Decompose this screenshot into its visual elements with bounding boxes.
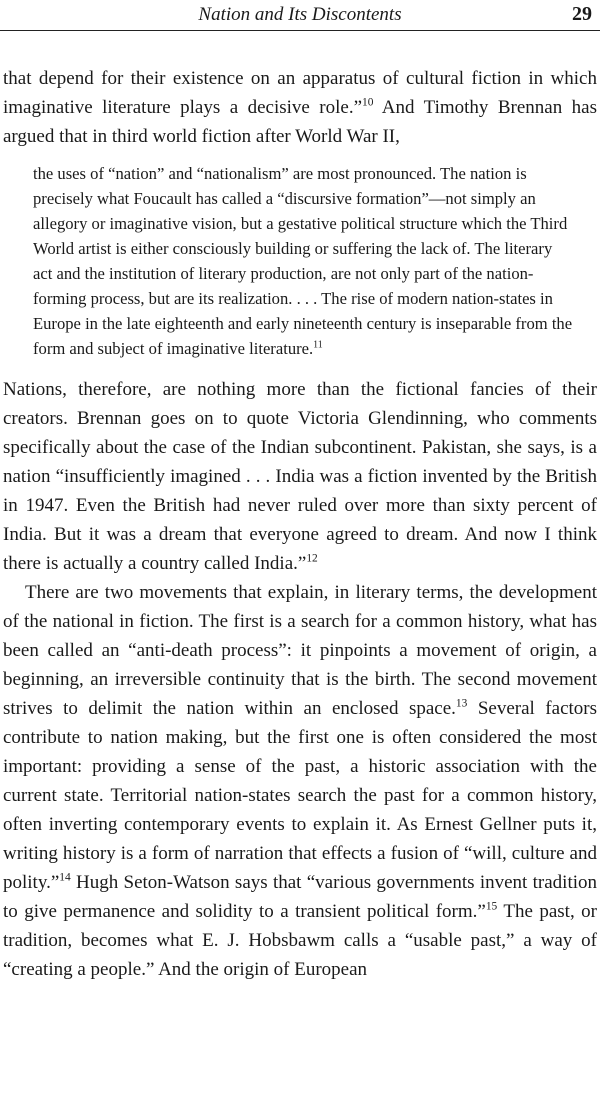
block-quote	[33, 161, 573, 361]
paragraph-2	[3, 375, 597, 578]
footnote-ref: 13	[455, 697, 468, 710]
running-header	[0, 0, 600, 34]
paragraph-text: Nations, therefore, are nothing more than the fictional fancies of their creators. Brennan goes on to quote Victoria Glendinning, who comments specifically about the case of the Indian subcontinent. Pakistan, she says, is a nation “insufficiently imagined . . . India was a fiction invented by the British in 1947. Even the British had never ruled over more than sixty percent of India. But it was a dream that everyone agreed to dream. And now I think there is actually a country called India.”	[3, 379, 597, 574]
paragraph-text: There are two movements that explain, in literary terms, the development of the national in fiction. The first is a search for a common history, what has been called an “anti-death process”: it pinpoints a movement of origin, a beginning, an irreversible continuity that is the birth. The second movement strives to delimit the nation within an enclosed space.	[3, 582, 597, 719]
paragraph-3	[3, 578, 597, 984]
paragraph-1	[3, 64, 597, 151]
paragraph-text: Hugh Seton-Watson says that “various governments invent tradition to give permanence and solidity to a transient political form.”	[3, 872, 597, 922]
footnote-ref: 12	[306, 552, 318, 565]
block-quote-text	[33, 161, 573, 361]
paragraph-text: Several factors contribute to nation making, but the first one is often considered the most important: providing a sense of the past, a historic association with the current state. Territorial nation-states search the past for a common history, often inverting contemporary events to explain it. As Ernest Gellner puts it, writing history is a form of narration that effects a fusion of “will, culture and polity.”	[3, 698, 597, 893]
paragraph-text: The past, or tradition, becomes what E. J. Hobsbawm calls a “usable past,” a way of “creating a people.” And the origin of European	[3, 901, 597, 980]
footnote-ref: 10	[362, 96, 374, 109]
paragraph-text: And Timothy Brennan has argued that in third world fiction after World War II,	[3, 97, 597, 147]
footnote-ref: 14	[59, 871, 71, 884]
running-title: Nation and Its Discontents	[198, 4, 402, 25]
header-rule	[0, 30, 600, 31]
paragraph-text: that depend for their existence on an apparatus of cultural fiction in which imaginative literature plays a decisive role.”	[3, 68, 597, 118]
body-text	[3, 64, 597, 984]
footnote-ref: 11	[313, 339, 323, 351]
footnote-ref: 15	[485, 900, 498, 913]
page-number: 29	[572, 3, 592, 25]
quote-text: the uses of “nation” and “nationalism” are most pronounced. The nation is precisely what Foucault has called a “discursive formation”—not simply an allegory or imaginative vision, but a gestative political structure which the Third World artist is either consciously building or suffering the lack of. The literary act and the institution of literary production, are not only part of the nation-forming process, but are its realization. . . . The rise of modern nation-states in Europe in the late eighteenth and early nineteenth century is inseparable from the form and subject of imaginative literature.	[33, 164, 573, 358]
